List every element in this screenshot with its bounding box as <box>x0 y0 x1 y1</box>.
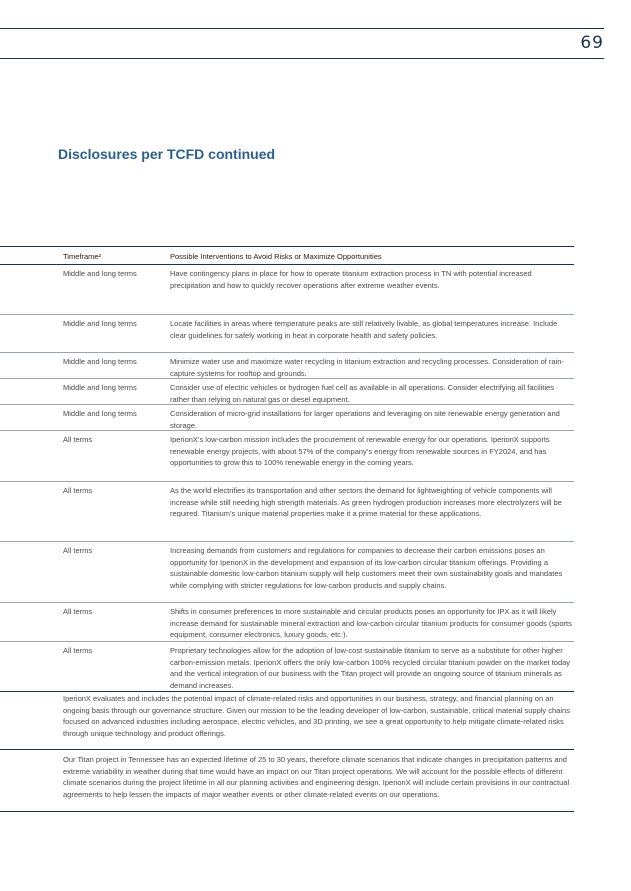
row-timeframe: All terms <box>63 546 93 555</box>
table-row <box>0 431 574 482</box>
table-row <box>0 379 574 405</box>
section-title: Disclosures per TCFD continued <box>58 146 276 162</box>
row-text: As the world electrifies its transportation and other sectors the demand for lightweighting of vehicle components will increase while still needing high strength materials. As green hydrogen production increases more electrolyzers will be required. Titanium’s unique material properties make it a prime material for these applications. <box>170 486 562 519</box>
row-timeframe: All terms <box>63 607 93 616</box>
table-row <box>0 265 574 315</box>
row-text: Consider use of electric vehicles or hydrogen fuel cell as available in all operations. Consider electrifying all facilities rather than relying on natural gas or diesel equipment. <box>170 383 554 404</box>
row-text: Shifts in consumer preferences to more sustainable and circular products poses an opportunity for IPX as it will likely increase demand for sustainable mineral extraction and low-carbon circular titanium products for consumer goods (sports equipment, consumer electronics, luxury goods, etc.). <box>170 607 572 640</box>
table-row <box>0 603 574 642</box>
row-timeframe: All terms <box>63 646 93 655</box>
row-timeframe: All terms <box>63 435 93 444</box>
paragraph-strategy: IperionX evaluates and includes the potential impact of climate-related risks and opportunities in our business, strategy, and financial planning on an ongoing basis through our governance structure. Given our mission to be the leading developer of low-carbon, sustainable, critical material supply chains focused on advanced industries including aerospace, electric vehicles, and 3D printing, we see a great opportunity to help mitigate climate-related risks through unique technology and product offerings. <box>63 694 570 738</box>
page-number: 69 <box>580 33 604 53</box>
header-rule <box>0 58 604 59</box>
table-row <box>0 482 574 542</box>
row-timeframe: All terms <box>63 486 93 495</box>
table-row <box>0 642 574 692</box>
bottom-rule <box>0 811 574 812</box>
row-text: IperionX’s low-carbon mission includes the procurement of renewable energy for our operations. IperionX supports renewable energy projects, with about 57% of the company’s energy from renewable sources in FY2024, and has opportunities to grow this to 100% renewable energy in the coming years. <box>170 435 550 468</box>
header-timeframe: Timeframe² <box>63 252 102 261</box>
row-text: Have contingency plans in place for how to operate titanium extraction process in TN with potential increased precipitation and how to quickly recover operations after extreme weather events. <box>170 269 532 290</box>
row-timeframe: Middle and long terms <box>63 409 137 418</box>
table-row <box>0 315 574 353</box>
top-rule <box>0 28 604 29</box>
row-text: Proprietary technologies allow for the adoption of low-cost sustainable titanium to serve as a substitute for other higher carbon-emission metals. IperionX offers the only low-carbon 100% recycled circular titanium powder on the market today and the vertical integration of our business with the Titan project will provide an ongoing source of titanium minerals as demand increases. <box>170 646 571 690</box>
row-timeframe: Middle and long terms <box>63 383 137 392</box>
table-header <box>0 246 574 265</box>
row-timeframe: Middle and long terms <box>63 269 137 278</box>
row-text: Minimize water use and maximize water recycling in titanium extraction and recycling processes. Consideration of rain-capture systems for rooftop and grounds. <box>170 357 564 378</box>
table-row <box>0 405 574 431</box>
paragraph-titan: Our Titan project in Tennessee has an expected lifetime of 25 to 30 years, therefore climate scenarios that indicate changes in precipitation patterns and extreme variability in weather during that time would have an impact on our Titan project operations. We will account for the possible effects of different climate scenarios during the project lifetime in all our planning activities and engineering design. IperionX will include certain provisions in our contractual agreements to help lessen the impacts of major weather events or other climate-related events on our operations. <box>63 755 570 799</box>
table-row <box>0 353 574 379</box>
divider <box>0 749 574 750</box>
row-text: Increasing demands from customers and regulations for companies to decrease their carbon emissions poses an opportunity for IperionX in the development and expansion of its low-carbon circular titanium offerings. Providing a sustainable domestic low-carbon titanium supply will help customers meet their own sustainability goals and mandates while complying with stricter regulations for low-carbon products and supply chains. <box>170 546 563 590</box>
row-timeframe: Middle and long terms <box>63 357 137 366</box>
row-text: Consideration of micro-grid installations for larger operations and leveraging on site renewable energy generation and storage. <box>170 409 560 430</box>
tcfd-table <box>0 246 574 692</box>
header-interventions: Possible Interventions to Avoid Risks or Maximize Opportunities <box>170 252 382 261</box>
table-row <box>0 542 574 603</box>
row-text: Locate facilities in areas where temperature peaks are still relatively livable, as global temperatures increase. Include clear guidelines for safely working in heat in corporate health and safety policies. <box>170 319 558 340</box>
row-timeframe: Middle and long terms <box>63 319 137 328</box>
